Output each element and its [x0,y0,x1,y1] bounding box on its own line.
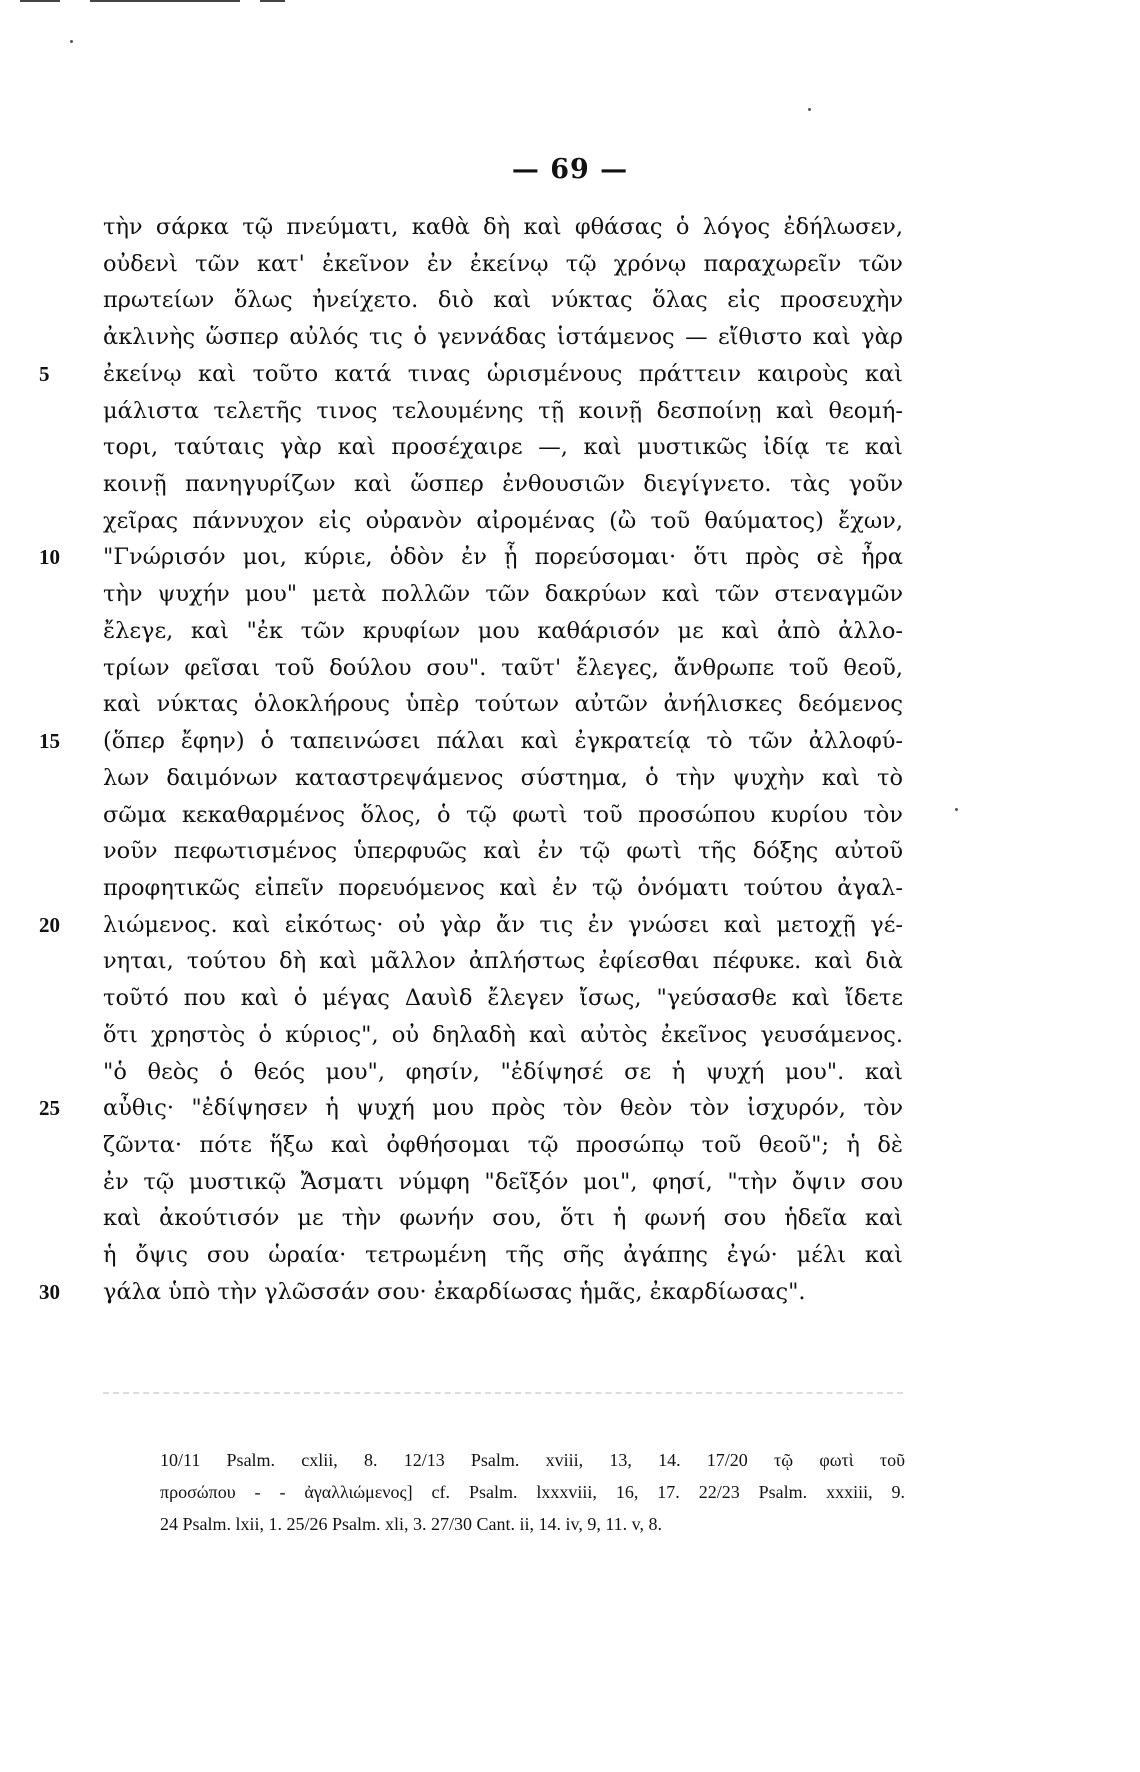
line-content: μάλιστα τελετῆς τινος τελουμένης τῇ κοινῇ δεσποίνῃ καὶ θεομή- [103,397,903,424]
line-content: (ὅπερ ἔφην) ὁ ταπεινώσει πάλαι καὶ ἐγκρατείᾳ τὸ τῶν ἀλλοφύ- [103,728,903,755]
text-line [103,686,903,723]
line-content: "ὁ θεὸς ὁ θεός μου", φησίν, "ἐδίψησέ σε ἡ ψυχή μου". καὶ [103,1058,903,1085]
line-number: 25 [39,1096,60,1121]
line-number: 20 [39,912,60,937]
text-line [103,613,903,650]
text-line [103,466,903,503]
text-line [103,760,903,797]
line-content: νηται, τούτου δὴ καὶ μᾶλλον ἀπλήστως ἐφίεσθαι πέφυκε. καὶ διὰ [103,948,903,975]
line-content: "Γνώρισόν μοι, κύριε, ὁδὸν ἐν ᾗ πορεύσομαι· ὅτι πρὸς σὲ ἦρα [103,544,903,571]
line-number: 10 [39,545,60,570]
text-line [39,1090,903,1127]
line-content: ἐν τῷ μυστικῷ Ἄσματι νύμφη "δεῖξόν μοι", φησί, "τὴν ὄψιν σου [103,1168,903,1195]
line-content: τὴν σάρκα τῷ πνεύματι, καθὰ δὴ καὶ φθάσας ὁ λόγος ἐδήλωσεν, [103,214,903,240]
text-line [103,1200,903,1237]
apparatus-notes [160,1444,905,1540]
line-content: τὴν ψυχήν μου" μετὰ πολλῶν τῶν δακρύων καὶ τῶν στεναγμῶν [103,581,903,608]
line-content: ζῶντα· πότε ἥξω καὶ ὀφθήσομαι τῷ προσώπῳ τοῦ θεοῦ"; ἡ δὲ [103,1131,903,1158]
line-content: προφητικῶς εἰπεῖν πορευόμενος καὶ ἐν τῷ ὀνόματι τούτου ἀγαλ- [103,874,903,901]
note-line: 24 Psalm. lxii, 1. 25/26 Psalm. xli, 3. 27/30 Cant. ii, 14. iv, 9, 11. v, 8. [160,1514,663,1534]
text-line [103,650,903,687]
scan-speck [70,40,73,43]
line-content: αὖθις· "ἐδίψησεν ἡ ψυχή μου πρὸς τὸν θεὸν τὸν ἰσχυρόν, τὸν [103,1095,903,1122]
line-number: 30 [39,1279,60,1304]
line-content: ἔλεγε, καὶ "ἐκ τῶν κρυφίων μου καθάρισόν με καὶ ἀπὸ ἀλλο- [103,617,903,644]
line-content: κοινῇ πανηγυρίζων καὶ ὥσπερ ἐνθουσιῶν διεγίγνετο. τὰς γοῦν [103,471,903,498]
line-content: ἐκείνῳ καὶ τοῦτο κατά τινας ὡρισμένους πράττειν καιροὺς καὶ [103,360,903,387]
line-content: γάλα ὑπὸ τὴν γλῶσσάν σου· ἐκαρδίωσας ἡμᾶς, ἐκαρδίωσας". [103,1278,806,1305]
line-content: νοῦν πεφωτισμένος ὑπερφυῶς καὶ ἐν τῷ φωτὶ τῆς δόξης αὐτοῦ [103,838,903,865]
text-line [39,907,903,944]
text-line [39,539,903,576]
text-line [103,980,903,1017]
text-line [103,319,903,356]
text-line [39,356,903,393]
scan-edge-mark [0,0,300,6]
scan-speck [808,108,811,111]
text-line [103,943,903,980]
text-line [103,429,903,466]
text-line [103,209,903,246]
page-number: — 69 — [511,154,629,185]
line-content: οὐδενὶ τῶν κατ' ἐκεῖνον ἐν ἐκείνῳ τῷ χρόνῳ παραχωρεῖν τῶν [103,250,903,277]
line-content: καὶ νύκτας ὁλοκλήρους ὑπὲρ τούτων αὐτῶν ἀνήλισκες δεόμενος [103,691,903,718]
text-line [103,870,903,907]
line-number: 5 [39,361,50,386]
text-line [103,833,903,870]
text-line [103,503,903,540]
text-line [39,1274,903,1311]
text-line [103,1237,903,1274]
text-line [103,1164,903,1201]
line-content: ὅτι χρηστὸς ὁ κύριος", οὐ δηλαδὴ καὶ αὐτὸς ἐκεῖνος γευσάμενος. [103,1021,903,1048]
note-line: 10/11 Psalm. cxlii, 8. 12/13 Psalm. xviii, 13, 14. 17/20 τῷ φωτὶ τοῦ [160,1450,905,1470]
line-content: ἡ ὄψις σου ὡραία· τετρωμένη τῆς σῆς ἀγάπης ἐγώ· μέλι καὶ [103,1242,903,1269]
line-content: χεῖρας πάννυχον εἰς οὐρανὸν αἰρομένας (ὢ τοῦ θαύματος) ἔχων, [103,507,903,534]
text-line [103,246,903,283]
text-line [103,1127,903,1164]
line-content: τρίων φεῖσαι τοῦ δούλου σου". ταῦτ' ἔλεγες, ἄνθρωπε τοῦ θεοῦ, [103,654,903,681]
scan-speck [955,808,958,811]
line-number: 15 [39,729,60,754]
line-content: λιώμενος. καὶ εἰκότως· οὐ γὰρ ἄν τις ἐν γνώσει καὶ μετοχῇ γέ- [103,911,903,938]
text-line [103,797,903,834]
line-content: καὶ ἀκούτισόν με τὴν φωνήν σου, ὅτι ἡ φωνή σου ἡδεῖα καὶ [103,1205,903,1232]
text-line [103,1017,903,1054]
line-content: τορι, ταύταις γὰρ καὶ προσέχαιρε —, καὶ μυστικῶς ἰδίᾳ τε καὶ [103,434,903,461]
line-content: τοῦτό που καὶ ὁ μέγας Δαυὶδ ἔλεγεν ἴσως, "γεύσασθε καὶ ἴδετε [103,985,903,1012]
footnote-separator [103,1392,903,1394]
main-text [39,209,903,1311]
text-line [103,282,903,319]
line-content: σῶμα κεκαθαρμένος ὅλος, ὁ τῷ φωτὶ τοῦ προσώπου κυρίου τὸν [103,801,903,828]
line-content: ἀκλινὴς ὥσπερ αὐλός τις ὁ γεννάδας ἱστάμενος — εἴθιστο καὶ γὰρ [103,324,903,351]
line-content: λων δαιμόνων καταστρεψάμενος σύστημα, ὁ τὴν ψυχὴν καὶ τὸ [103,764,903,791]
text-line [103,393,903,430]
text-line [103,576,903,613]
text-line [103,1054,903,1091]
note-line: προσώπου - - ἀγαλλιώμενος] cf. Psalm. lxxxviii, 16, 17. 22/23 Psalm. xxxiii, 9. [160,1482,905,1502]
text-line [39,723,903,760]
line-content: πρωτείων ὅλως ἠνείχετο. διὸ καὶ νύκτας ὅλας εἰς προσευχὴν [103,287,903,314]
